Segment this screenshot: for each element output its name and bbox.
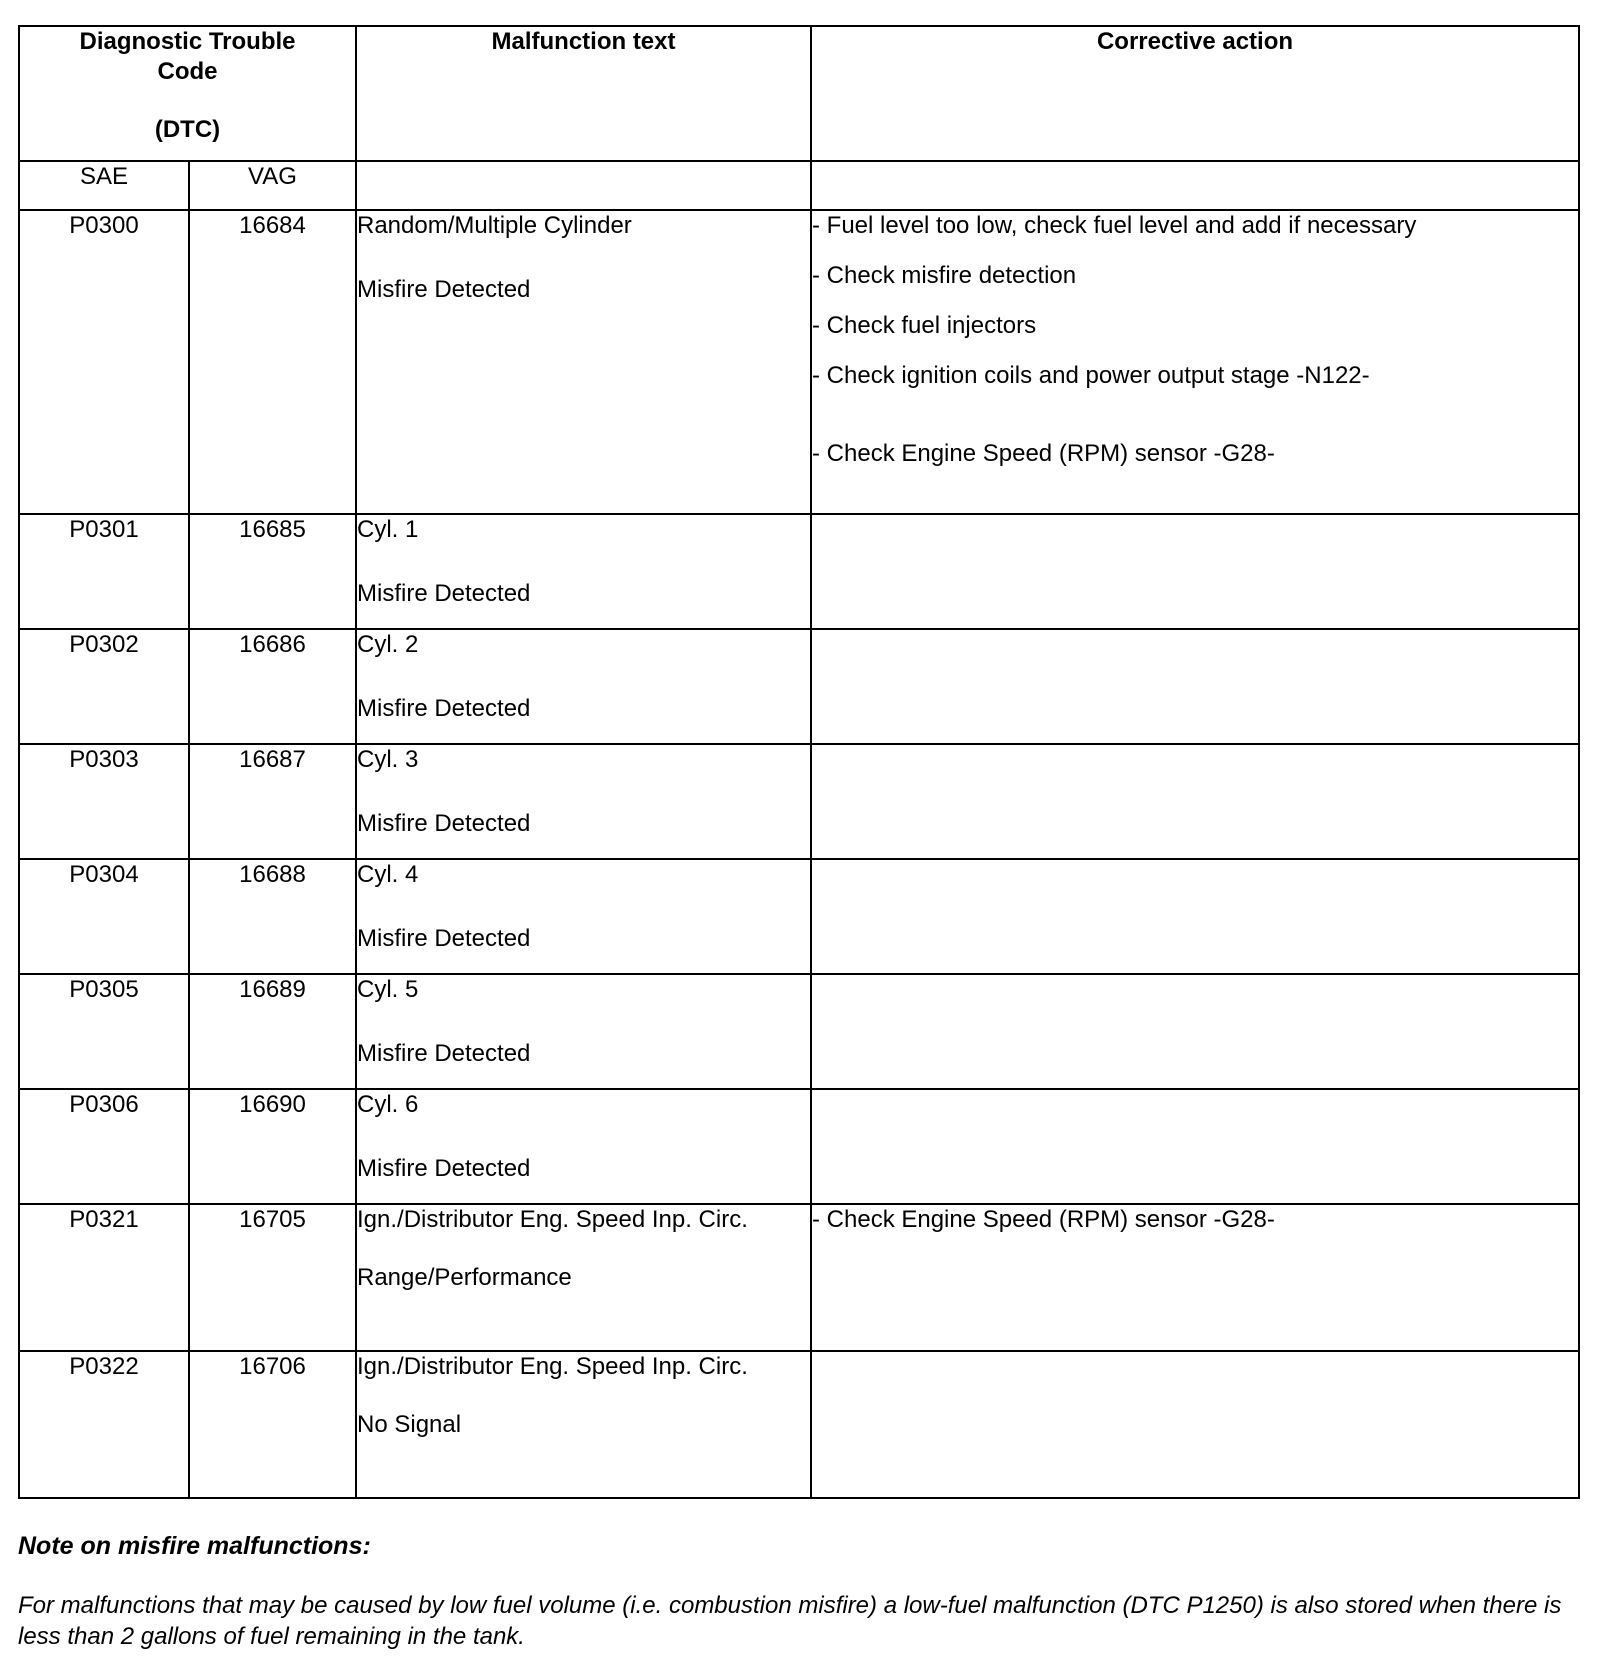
vag-code-cell: 16689 [189, 974, 356, 1089]
corrective-action-item: - Check ignition coils and power output stage -N122- [812, 362, 1370, 389]
dtc-table-body [19, 210, 1579, 1498]
sae-code-cell: P0305 [19, 974, 189, 1089]
corrective-action-cell [811, 629, 1579, 744]
vag-code-cell: 16690 [189, 1089, 356, 1204]
table-subheader-row [19, 161, 1579, 210]
malfunction-component: Cyl. 4 [357, 861, 419, 888]
table-row [19, 210, 1579, 514]
malfunction-condition: Misfire Detected [357, 1040, 531, 1067]
vag-code-cell: 16687 [189, 744, 356, 859]
malfunction-text-cell [356, 974, 811, 1089]
empty-header-cell [356, 161, 811, 210]
vag-code-cell: 16705 [189, 1204, 356, 1351]
malfunction-text-cell [356, 629, 811, 744]
vag-code-cell: 16684 [189, 210, 356, 514]
sae-code-cell: P0301 [19, 514, 189, 629]
note-body: For malfunctions that may be caused by low fuel volume (i.e. combustion misfire) a low-fuel malfunction (DTC P1250) is also stored when there is less than 2 gallons of fuel remaining in the tank. [18, 1592, 1562, 1650]
malfunction-condition: Range/Performance [357, 1264, 572, 1291]
corrective-action-cell [811, 1351, 1579, 1498]
corrective-action-cell [811, 1204, 1579, 1351]
malfunction-component: Cyl. 5 [357, 976, 419, 1003]
malfunction-component: Cyl. 3 [357, 746, 419, 773]
malfunction-header: Malfunction text [356, 26, 811, 161]
malfunction-text-cell [356, 210, 811, 514]
malfunction-condition: No Signal [357, 1411, 462, 1438]
corrective-action-cell [811, 974, 1579, 1089]
sae-code-cell: P0306 [19, 1089, 189, 1204]
table-row [19, 1351, 1579, 1498]
corrective-action-cell [811, 859, 1579, 974]
vag-code-cell: 16686 [189, 629, 356, 744]
corrective-action-item: - Check fuel injectors [812, 312, 1037, 339]
note-title: Note on misfire malfunctions: [18, 1532, 371, 1560]
malfunction-component: Cyl. 1 [357, 516, 419, 543]
table-row [19, 1204, 1579, 1351]
sae-code-cell: P0304 [19, 859, 189, 974]
malfunction-condition: Misfire Detected [357, 810, 531, 837]
sae-code-cell: P0302 [19, 629, 189, 744]
malfunction-component: Random/Multiple Cylinder [357, 212, 632, 239]
malfunction-component: Cyl. 6 [357, 1091, 419, 1118]
malfunction-text-cell [356, 1204, 811, 1351]
malfunction-condition: Misfire Detected [357, 695, 531, 722]
sae-header: SAE [19, 161, 189, 210]
dtc-table [18, 25, 1580, 1499]
corrective-action-cell [811, 514, 1579, 629]
sae-code-cell: P0303 [19, 744, 189, 859]
corrective-action-cell [811, 1089, 1579, 1204]
table-row [19, 744, 1579, 859]
corrective-action-cell [811, 210, 1579, 514]
malfunction-condition: Misfire Detected [357, 580, 531, 607]
corrective-action-cell [811, 744, 1579, 859]
malfunction-text-cell [356, 1351, 811, 1498]
vag-code-cell: 16706 [189, 1351, 356, 1498]
malfunction-text-cell [356, 1089, 811, 1204]
table-row [19, 1089, 1579, 1204]
sae-code-cell: P0322 [19, 1351, 189, 1498]
vag-code-cell: 16688 [189, 859, 356, 974]
corrective-action-item: - Check misfire detection [812, 262, 1077, 289]
table-row [19, 629, 1579, 744]
vag-header: VAG [189, 161, 356, 210]
table-header-row [19, 26, 1579, 161]
dtc-header [19, 26, 356, 161]
malfunction-condition: Misfire Detected [357, 276, 531, 303]
sae-code-cell: P0300 [19, 210, 189, 514]
dtc-header-title: Diagnostic Trouble Code [79, 28, 296, 85]
vag-code-cell: 16685 [189, 514, 356, 629]
empty-header-cell [811, 161, 1579, 210]
corrective-action-item: - Fuel level too low, check fuel level and add if necessary [812, 212, 1417, 239]
table-row [19, 514, 1579, 629]
malfunction-component: Ign./Distributor Eng. Speed Inp. Circ. [357, 1206, 748, 1233]
malfunction-component: Ign./Distributor Eng. Speed Inp. Circ. [357, 1353, 748, 1380]
dtc-header-abbrev: (DTC) [154, 116, 221, 143]
corrective-action-item: - Check Engine Speed (RPM) sensor -G28- [812, 1206, 1275, 1233]
malfunction-text-cell [356, 744, 811, 859]
table-row [19, 974, 1579, 1089]
malfunction-condition: Misfire Detected [357, 1155, 531, 1182]
corrective-action-item: - Check Engine Speed (RPM) sensor -G28- [812, 440, 1275, 467]
malfunction-component: Cyl. 2 [357, 631, 419, 658]
corrective-header: Corrective action [811, 26, 1579, 161]
table-row [19, 859, 1579, 974]
malfunction-condition: Misfire Detected [357, 925, 531, 952]
malfunction-text-cell [356, 859, 811, 974]
sae-code-cell: P0321 [19, 1204, 189, 1351]
malfunction-text-cell [356, 514, 811, 629]
